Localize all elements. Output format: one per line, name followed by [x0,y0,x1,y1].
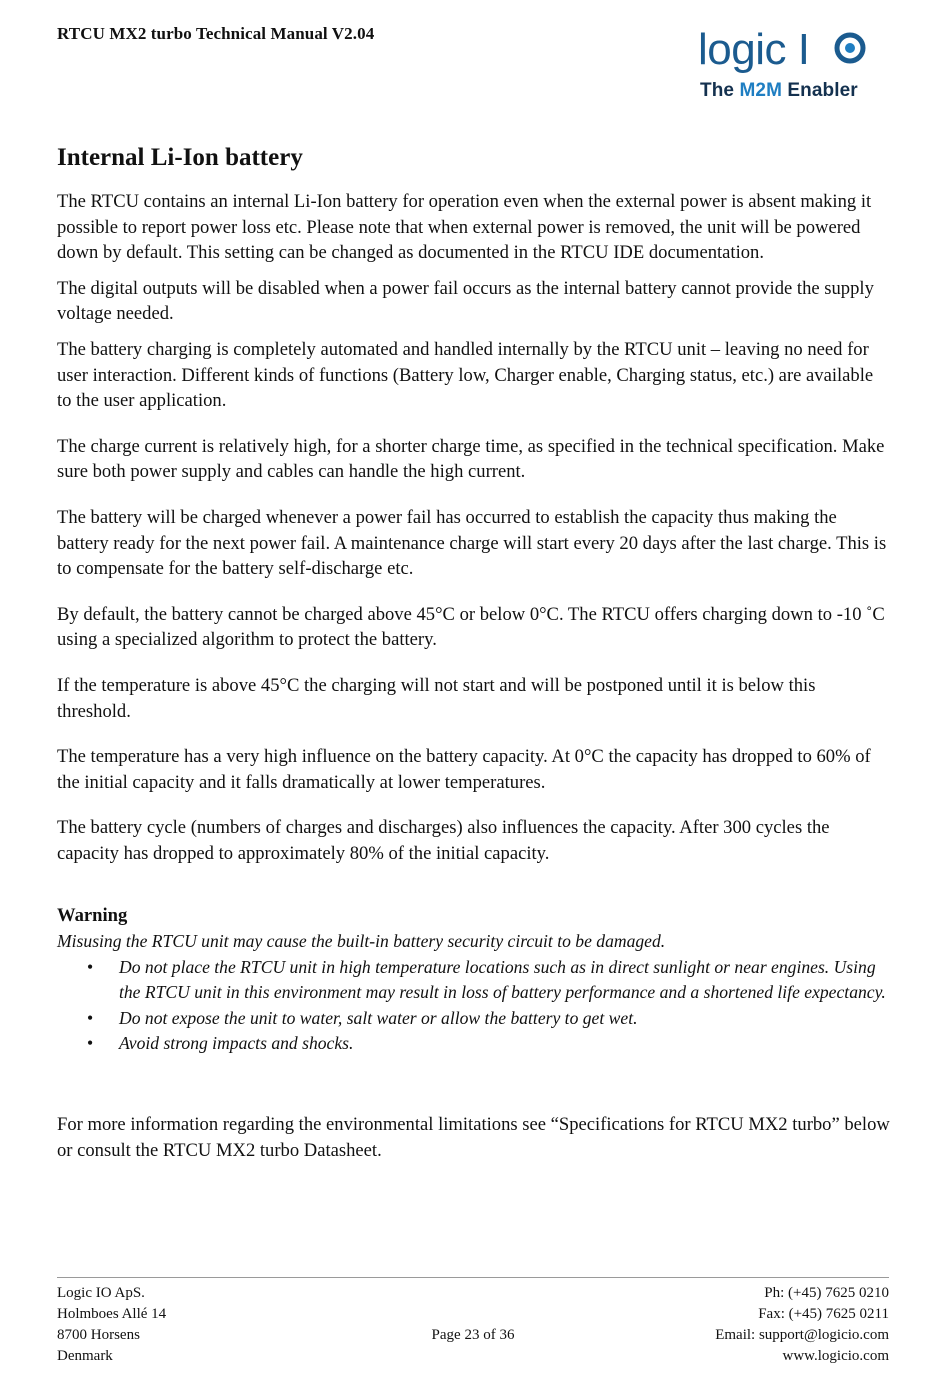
logo-ring-icon [834,32,866,64]
list-item [57,955,892,1006]
list-item-text: Do not expose the unit to water, salt water or allow the battery to get wet. [119,1007,638,1028]
logo-wordmark: logic I [698,25,810,74]
bullet-icon: • [87,1007,94,1028]
more-info-paragraph: For more information regarding the environmental limitations see “Specifications for RTCU MX2 turbo” below or consult the RTCU MX2 turbo Datasheet. [57,1114,890,1161]
paragraph: The temperature has a very high influence on the battery capacity. At 0°C the capacity has dropped to 60% of the initial capacity and it falls dramatically at lower temperatures. [57,746,871,793]
paragraph: The RTCU contains an internal Li-Ion battery for operation even when the external power is absent making it possible to report power loss etc. Please note that when external power is removed, the unit will be powered down by default. This setting can be changed as documented in the RTCU IDE documentation. [57,191,872,264]
paragraph: The digital outputs will be disabled when a power fail occurs as the internal battery cannot provide the supply voltage needed. [57,277,874,325]
paragraph: By default, the battery cannot be charged above 45°C or below 0°C. The RTCU offers charging down to -10 ˚C using a specialized algorithm to protect the battery. [57,603,885,651]
logo-tagline: The M2M Enabler [700,80,858,101]
footer-email: Email: support@logicio.com [715,1327,889,1343]
footer-fax: Fax: (+45) 7625 0211 [758,1306,889,1322]
footer-street: Holmboes Allé 14 [57,1306,167,1322]
footer-website: www.logicio.com [782,1348,889,1364]
section-body [57,189,892,1163]
paragraph: The charge current is relatively high, for a shorter charge time, as specified in the technical specification. Make sure both power supply and cables can handle the high current. [57,435,885,483]
warning-list [57,955,892,1057]
warning-intro: Misusing the RTCU unit may cause the built-in battery security circuit to be damaged. [57,931,666,952]
section-title: Internal Li-Ion battery [57,144,303,171]
bullet-icon: • [87,956,94,977]
bullet-icon: • [87,1033,94,1054]
list-item-text: Avoid strong impacts and shocks. [119,1033,354,1054]
document-title: RTCU MX2 turbo Technical Manual V2.04 [57,24,375,43]
list-item-text: Do not place the RTCU unit in high temperature locations such as in direct sunlight or near engines. Using the RTCU unit in this environment may result in loss of battery performance and a shortened life expectancy. [119,956,886,1003]
footer-country: Denmark [57,1348,113,1364]
paragraph: The battery charging is completely automated and handled internally by the RTCU unit – leaving no need for user interaction. Different kinds of functions (Battery low, Charger enable, Charging status, etc.) are available to the user application. [57,338,874,412]
paragraph: The battery will be charged whenever a power fail has occurred to establish the capacity thus making the battery ready for the next power fail. A maintenance charge will start every 20 days after the last charge. This is to compensate for the battery self-discharge etc. [57,506,887,580]
paragraph: The battery cycle (numbers of charges and discharges) also influences the capacity. After 300 cycles the capacity has dropped to approximately 80% of the initial capacity. [57,817,830,864]
footer-divider [57,1277,889,1278]
list-item [57,1031,892,1057]
footer-company: Logic IO ApS. [57,1285,145,1301]
footer-phone: Ph: (+45) 7625 0210 [764,1285,889,1301]
footer-contact [715,1283,889,1367]
paragraph: If the temperature is above 45°C the charging will not start and will be postponed until it is below this threshold. [57,674,816,722]
list-item [57,1006,892,1032]
company-logo [694,26,884,106]
footer-city: 8700 Horsens [57,1327,140,1343]
warning-heading: Warning [57,905,128,927]
page-number: Page 23 of 36 [431,1327,515,1343]
